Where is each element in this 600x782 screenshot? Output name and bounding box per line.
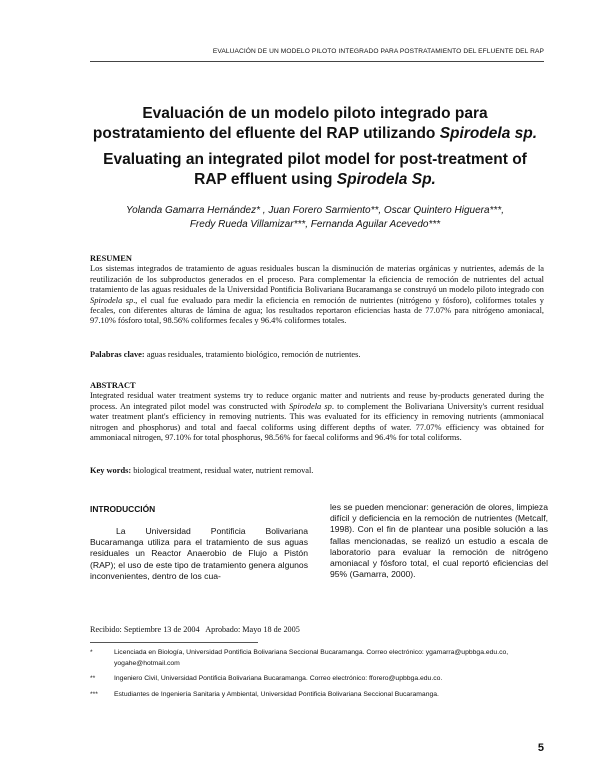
palabras-clave-text: aguas residuales, tratamiento biológico, remoción de nutrientes. xyxy=(144,350,361,359)
keywords xyxy=(90,466,544,476)
footnote-3 xyxy=(90,690,544,701)
running-head: EVALUACIÓN DE UN MODELO PILOTO INTEGRADO PARA POSTRATAMIENTO DEL EFLUENTE DEL RAP xyxy=(212,48,544,55)
abstract-section xyxy=(90,381,544,443)
title-english-line2: RAP effluent using xyxy=(194,171,337,188)
footnote-1 xyxy=(90,648,544,669)
approved-date: Aprobado: Mayo 18 de 2005 xyxy=(205,625,300,634)
page-number: 5 xyxy=(537,742,544,754)
keywords-text: biological treatment, residual water, nutrient removal. xyxy=(131,466,314,475)
title-english-line1: Evaluating an integrated pilot model for post-treatment of xyxy=(103,151,527,168)
introduccion-heading: INTRODUCCIÓN xyxy=(90,504,156,514)
palabras-clave xyxy=(90,350,544,360)
received-dates xyxy=(90,625,304,634)
authors xyxy=(70,204,560,232)
title-spanish xyxy=(70,104,560,144)
palabras-clave-label: Palabras clave: xyxy=(90,350,145,359)
authors-line1: Yolanda Gamarra Hernández* , Juan Forero Sarmiento**, Oscar Quintero Higuera***, xyxy=(126,205,504,216)
title-spanish-species: Spirodela sp. xyxy=(439,125,538,142)
title-spanish-line2: postratamiento del efluente del RAP utilizando xyxy=(92,125,440,142)
introduccion-left-column xyxy=(90,526,308,582)
footnote-mark: *** xyxy=(90,691,98,698)
title-spanish-line1: Evaluación de un modelo piloto integrado para xyxy=(142,105,488,122)
introduccion-right-text: les se pueden mencionar: generación de olores, limpieza difícil y deficiencia en la remoción de nutrientes (Metcalf, 1998). Con el fin de plantear una posible solución a las fallas mencionadas, se realizó un estudio a escala de laboratorio para evaluar la remoción de nitrógeno amoniacal y fósforo total, el cual reportó eficiencias del 95% (Gamarra, 2000). xyxy=(330,502,548,580)
authors-line2: Fredy Rueda Villamizar***, Fernanda Aguilar Acevedo*** xyxy=(189,219,441,230)
footnote-2 xyxy=(90,674,544,685)
footnote-text: Licenciada en Biología, Universidad Pontificia Bolivariana Seccional Bucaramanga. Correo electrónico: ygamarra@upbbga.edu.co, yogahe@hotmail.com xyxy=(114,649,509,667)
keywords-label: Key words: xyxy=(90,466,132,475)
introduccion-left-text: La Universidad Pontificia Bolivariana Bucaramanga utiliza para el tratamiento de sus aguas residuales un Reactor Anaerobio de Flujo a Pistón (RAP); el uso de este tipo de tratamiento genera algunos inconvenientes, dentro de los cua- xyxy=(90,526,308,581)
footnote-mark: * xyxy=(90,649,93,656)
resumen-section xyxy=(90,254,544,327)
footnote-text: Estudiantes de Ingeniería Sanitaria y Ambiental, Universidad Pontificia Bolivariana Seccional Bucaramanga. xyxy=(114,691,439,698)
abstract-text: Integrated residual water treatment systems try to reduce organic matter and nutrients and reuse by-products generated during the process. An integrated pilot model was constructed with Spirodela sp. to complement the Bolivariana University's current residual water treatment plant's efficiency in removing nutrients. This was evaluated for its efficiency in removing nutrients (ammoniacal nitrogen and phosphorus) and total and faecal coliforms using different depths of water. 77.07% efficiency was obtained for ammoniacal nitrogen, 97.10% for total phosphorus, 98.56% for faecal coliforms and 96.4% for total coliforms. xyxy=(90,391,545,443)
footnote-rule xyxy=(90,642,258,643)
resumen-heading: RESUMEN xyxy=(90,254,132,263)
abstract-heading: ABSTRACT xyxy=(90,381,136,390)
introduccion-right-column xyxy=(330,502,548,580)
footnote-text: Ingeniero Civil, Universidad Pontificia Bolivariana Bucaramanga. Correo electrónico: fforero@upbbga.edu.co. xyxy=(114,675,443,682)
footnote-mark: ** xyxy=(90,675,96,682)
title-english xyxy=(70,150,560,190)
header-rule xyxy=(90,61,544,62)
title-english-species: Spirodela Sp. xyxy=(336,171,436,188)
received-date: Recibido: Septiembre 13 de 2004 xyxy=(90,625,200,634)
resumen-text: Los sistemas integrados de tratamiento de aguas residuales buscan la disminución de materias orgánicas y nutrientes, además de la reutilización de los subproductos generados en el proceso. Para complementar la eficiencia de remoción de nutrientes del actual tratamiento de las aguas residuales de la Universidad Pontificia Bolivariana Bucaramanga se construyó un modelo piloto integrado con Spirodela sp., el cual fue evaluado para medir la eficiencia en remoción de nutrientes (nitrógeno y fósforo), coliformes totales y fecales, con diferentes alturas de lámina de agua; los resultados reportaron eficiencias hasta de 77.07% para nitrógeno amoniacal, 97.10% fósforo total, 98.56% coliformes fecales y 96.4% coliformes totales. xyxy=(90,264,544,326)
